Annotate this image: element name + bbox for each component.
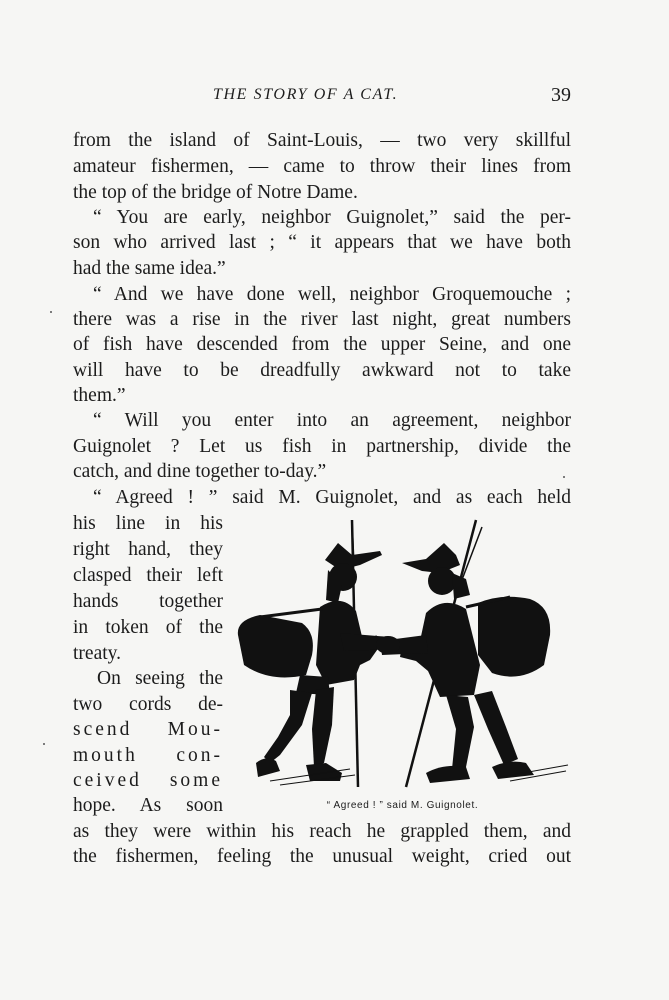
text-line: “ You are early, neighbor Guignolet,” said the per- (93, 207, 571, 228)
text-line: two cords de- (73, 694, 223, 715)
scan-speck (43, 743, 45, 745)
text-line: amateur fishermen, — came to throw their lines from (73, 156, 571, 177)
text-line: his line in his (73, 513, 223, 534)
text-line: “ Will you enter into an agreement, neighbor (93, 410, 571, 431)
text-line: ceived some (73, 770, 223, 791)
text-line: clasped their left (73, 565, 223, 586)
text-line: the fishermen, feeling the unusual weight, cried out (73, 846, 571, 867)
text-line: from the island of Saint-Louis, — two very skillful (73, 130, 571, 151)
text-line: of fish have descended from the upper Seine, and one (73, 334, 571, 355)
text-line: hope. As soon (73, 795, 223, 816)
text-line: Guignolet ? Let us fish in partnership, divide the (73, 436, 571, 457)
text-line: treaty. (73, 643, 121, 664)
text-line: “ Agreed ! ” said M. Guignolet, and as each held (93, 487, 571, 508)
text-line: right hand, they (73, 539, 223, 560)
text-line: will have to be dreadfully awkward not to take (73, 360, 571, 381)
text-line: hands together (73, 591, 223, 612)
right-fisherman-silhouette (380, 543, 550, 783)
text-line: catch, and dine together to-day.” (73, 461, 327, 482)
scan-speck (50, 311, 52, 313)
text-line: as they were within his reach he grappled them, and (73, 821, 571, 842)
text-line: On seeing the (97, 668, 223, 689)
text-line: there was a rise in the river last night, great numbers (73, 309, 571, 330)
text-line: in token of the (73, 617, 223, 638)
page-number: 39 (551, 84, 571, 106)
text-line: scend Mou- (73, 719, 223, 740)
text-line: son who arrived last ; “ it appears that we have both (73, 232, 571, 253)
running-head (73, 86, 573, 116)
text-line: them.” (73, 385, 126, 406)
left-fisherman-silhouette (238, 543, 396, 781)
silhouette-illustration (230, 515, 575, 800)
text-line: the top of the bridge of Notre Dame. (73, 182, 358, 203)
scan-speck (563, 476, 565, 478)
running-title: THE STORY OF A CAT. (213, 86, 399, 103)
text-line: had the same idea.” (73, 258, 226, 279)
clasped-hands (376, 636, 400, 654)
text-line: mouth con- (73, 745, 223, 766)
text-line: “ And we have done well, neighbor Groquemouche ; (93, 284, 571, 305)
illustration-caption: “ Agreed ! ” said M. Guignolet. (326, 800, 479, 811)
